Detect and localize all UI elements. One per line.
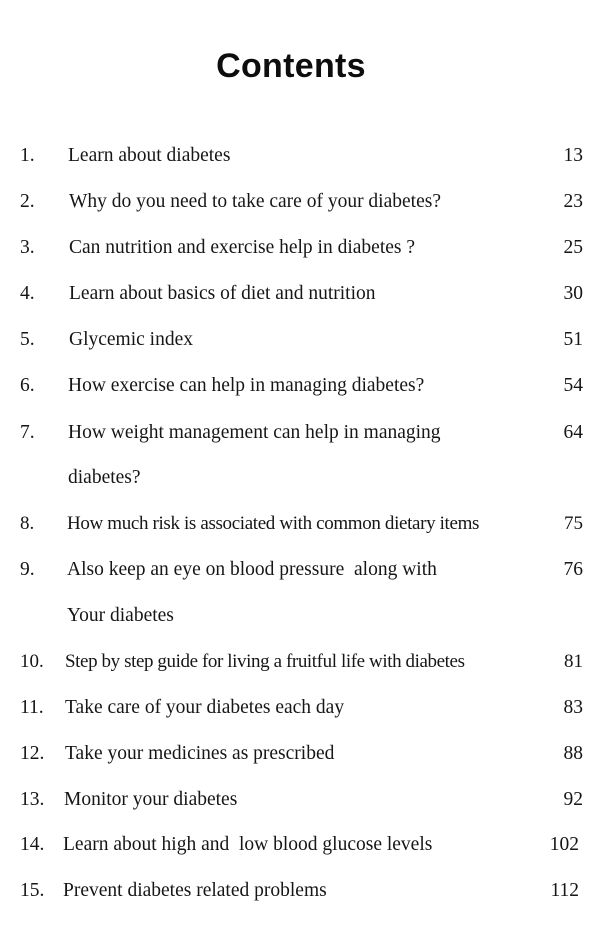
toc-entry-number: 14. — [20, 834, 45, 855]
toc-entry-15 — [0, 876, 600, 906]
toc-entry-1 — [0, 141, 600, 171]
toc-entry-10 — [0, 647, 600, 677]
toc-entry-page: 30 — [563, 283, 583, 304]
toc-entry-title: Learn about diabetes — [68, 145, 231, 166]
toc-entry-7-continuation — [0, 463, 600, 493]
toc-entry-page: 83 — [563, 697, 583, 718]
toc-entry-title: Glycemic index — [69, 329, 193, 350]
toc-entry-page: 92 — [563, 789, 583, 810]
toc-entry-number: 11. — [20, 697, 44, 718]
toc-entry-page: 88 — [563, 743, 583, 764]
toc-entry-number: 2. — [20, 191, 35, 212]
toc-entry-page: 81 — [564, 651, 583, 672]
toc-entry-title: Why do you need to take care of your diabetes? — [69, 191, 441, 212]
toc-entry-2 — [0, 187, 600, 217]
toc-entry-number: 13. — [20, 789, 45, 810]
toc-entry-page: 51 — [563, 329, 583, 350]
toc-entry-page: 75 — [564, 513, 583, 534]
toc-entry-page: 102 — [549, 834, 579, 855]
toc-entry-5 — [0, 325, 600, 355]
toc-entry-page: 76 — [563, 559, 583, 580]
toc-entry-3 — [0, 233, 600, 263]
toc-entry-title: Can nutrition and exercise help in diabetes ? — [69, 237, 416, 258]
toc-entry-title-continuation: diabetes? — [68, 467, 141, 488]
toc-entry-12 — [0, 739, 600, 769]
toc-entry-14 — [0, 830, 600, 860]
toc-entry-number: 6. — [20, 375, 35, 396]
toc-entry-9 — [0, 555, 600, 585]
page-title: Contents — [216, 47, 366, 85]
toc-entry-title: Take care of your diabetes each day — [65, 697, 345, 718]
toc-entry-9-continuation — [0, 601, 600, 631]
toc-entry-page: 64 — [563, 422, 583, 443]
toc-entry-page: 23 — [563, 191, 583, 212]
toc-entry-page: 112 — [550, 880, 579, 901]
toc-entry-title: Also keep an eye on blood pressure along with — [67, 559, 437, 580]
toc-entry-8 — [0, 509, 600, 539]
toc-entry-title: Learn about basics of diet and nutrition — [69, 283, 376, 304]
toc-entry-title: Take your medicines as prescribed — [65, 743, 335, 764]
toc-entry-title: How weight management can help in managing — [68, 422, 441, 443]
toc-entry-page: 13 — [563, 145, 583, 166]
toc-entry-number: 3. — [20, 237, 35, 258]
toc-entry-13 — [0, 785, 600, 815]
toc-entry-title: How exercise can help in managing diabetes? — [68, 375, 425, 396]
toc-entry-number: 7. — [20, 422, 35, 443]
toc-entry-number: 12. — [20, 743, 45, 764]
toc-entry-page: 54 — [563, 375, 583, 396]
toc-entry-number: 8. — [20, 513, 35, 534]
toc-entry-title: Prevent diabetes related problems — [63, 880, 327, 901]
toc-entry-11 — [0, 693, 600, 723]
toc-entry-number: 4. — [20, 283, 35, 304]
toc-entry-number: 5. — [20, 329, 35, 350]
toc-entry-6 — [0, 371, 600, 401]
toc-entry-number: 10. — [20, 651, 44, 672]
toc-entry-7 — [0, 418, 600, 448]
toc-entry-title: How much risk is associated with common dietary items — [67, 513, 480, 534]
toc-entry-title: Step by step guide for living a fruitful life with diabetes — [65, 651, 465, 672]
toc-entry-title-continuation: Your diabetes — [67, 605, 174, 626]
toc-entry-number: 15. — [20, 880, 45, 901]
toc-entry-number: 9. — [20, 559, 35, 580]
toc-entry-page: 25 — [563, 237, 583, 258]
toc-entry-number: 1. — [20, 145, 35, 166]
toc-entry-title: Learn about high and low blood glucose levels — [63, 834, 433, 855]
toc-entry-4 — [0, 279, 600, 309]
toc-entry-title: Monitor your diabetes — [64, 789, 238, 810]
